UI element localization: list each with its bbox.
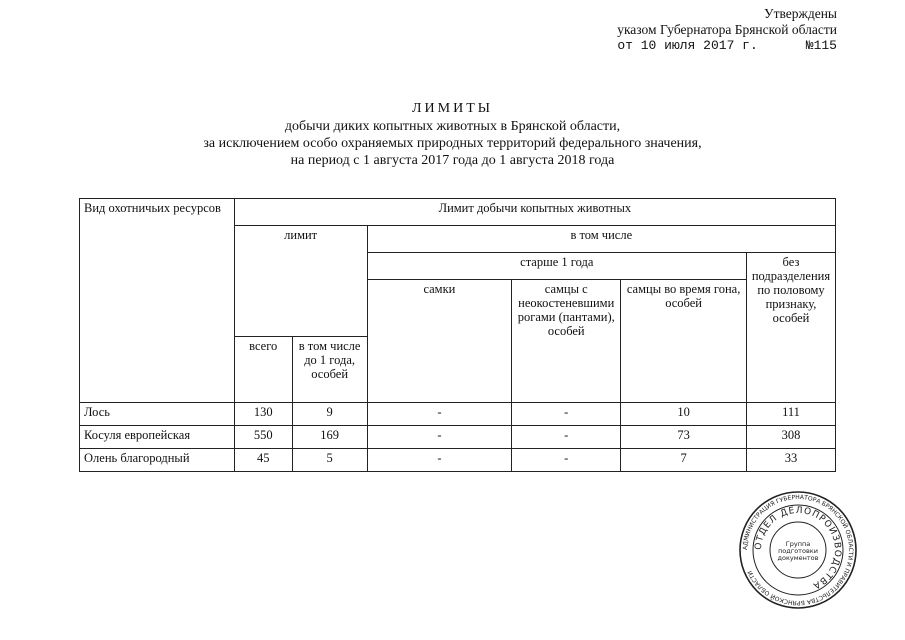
title-line2: за исключением особо охраняемых природных территорий федерального значения,	[203, 136, 702, 151]
table-row	[80, 426, 836, 449]
header-limit-main: Лимит добычи копытных животных	[234, 199, 835, 226]
approval-line1: Утверждены	[764, 6, 837, 21]
header-including: в том числе	[367, 226, 835, 253]
cell-name: Косуля европейская	[80, 426, 235, 449]
header-older: старше 1 года	[367, 253, 746, 280]
cell-name: Лось	[80, 403, 235, 426]
cell-females: -	[367, 403, 512, 426]
table-row	[80, 449, 836, 472]
svg-text:АДМИНИСТРАЦИЯ ГУБЕРНАТОРА БРЯН: АДМИНИСТРАЦИЯ ГУБЕРНАТОРА БРЯНСКОЙ ОБЛАСТИ И ПРАВИТЕЛЬСТВА БРЯНСКОЙ ОБЛАСТИ	[741, 493, 855, 607]
header-no-sex: без подразделения по половому признаку, особей	[746, 253, 835, 403]
cell-no-sex: 33	[746, 449, 835, 472]
table-row	[80, 403, 836, 426]
header-resource: Вид охотничьих ресурсов	[80, 199, 235, 403]
header-males-rut: самцы во время гона, особей	[621, 280, 747, 403]
approval-date-prefix: от	[617, 38, 633, 53]
limits-table	[79, 198, 836, 472]
svg-text:документов: документов	[777, 554, 819, 562]
cell-name: Олень благородный	[80, 449, 235, 472]
cell-males-antlers: -	[512, 403, 621, 426]
cell-total: 550	[234, 426, 292, 449]
official-stamp	[738, 490, 858, 610]
cell-males-antlers: -	[512, 449, 621, 472]
cell-males-rut: 7	[621, 449, 747, 472]
cell-males-rut: 73	[621, 426, 747, 449]
title-heading: ЛИМИТЫ	[412, 101, 493, 116]
cell-females: -	[367, 426, 512, 449]
stamp-seal	[738, 490, 858, 610]
approval-line2: указом Губернатора Брянской области	[617, 22, 837, 37]
svg-text:Группа: Группа	[785, 540, 811, 548]
approval-date: 10 июля 2017 г.	[640, 38, 758, 53]
document-title	[0, 100, 905, 169]
cell-total: 45	[234, 449, 292, 472]
approval-number: №115	[805, 38, 837, 53]
cell-total: 130	[234, 403, 292, 426]
cell-under-one: 5	[292, 449, 367, 472]
approval-date-line	[617, 38, 837, 54]
cell-no-sex: 308	[746, 426, 835, 449]
cell-no-sex: 111	[746, 403, 835, 426]
header-males-antlers: самцы с неокостеневшими рогами (пантами), особей	[512, 280, 621, 403]
svg-text:подготовки: подготовки	[778, 547, 818, 555]
title-line3: на период с 1 августа 2017 года до 1 августа 2018 года	[290, 153, 615, 168]
cell-males-rut: 10	[621, 403, 747, 426]
header-limit: лимит	[234, 226, 367, 337]
header-females: самки	[367, 280, 512, 403]
cell-females: -	[367, 449, 512, 472]
header-total: всего	[234, 337, 292, 403]
header-under-one: в том числе до 1 года, особей	[292, 337, 367, 403]
cell-under-one: 169	[292, 426, 367, 449]
title-line1: добычи диких копытных животных в Брянской области,	[284, 119, 621, 134]
cell-males-antlers: -	[512, 426, 621, 449]
approval-block	[617, 6, 837, 54]
svg-text:ОТДЕЛ ДЕЛОПРОИЗВОДСТВА: ОТДЕЛ ДЕЛОПРОИЗВОДСТВА	[753, 505, 843, 591]
cell-under-one: 9	[292, 403, 367, 426]
